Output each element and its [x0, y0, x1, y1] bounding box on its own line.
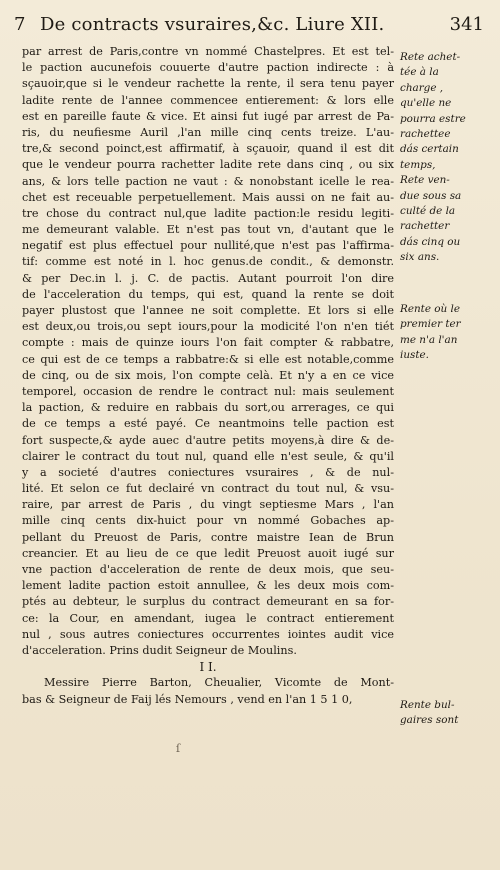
text-line: temporel, occasion de rendre le contract nul: mais seulement: [22, 384, 394, 398]
text-line: I I.: [199, 660, 217, 675]
text-line: tre chose du contract nul,que ladite paction:le residu legiti-: [22, 206, 394, 220]
text-line: ptés au debteur, le surplus du contract demeurant en sa for-: [22, 595, 394, 609]
text-line: y a societé d'autres coniectures vsuraires , & de nul-: [22, 465, 394, 479]
text-line: Messire Pierre Barton, Cheualier, Vicomte de Mont-: [44, 676, 394, 690]
text-line: compte : mais de quinze iours l'on fait compter & rabbatre,: [22, 336, 394, 350]
text-line: clairer le contract du tout nul, quand elle n'est seule, & qu'il: [22, 449, 394, 463]
text-line: raire, par arrest de Paris , du vingt septiesme Mars , l'an: [22, 498, 394, 512]
text-line: d'acceleration. Prins dudit Seigneur de Moulins.: [22, 643, 297, 657]
text-line: & per Dec.in l. j. C. de pactis. Autant pourroit l'on dire: [22, 271, 394, 285]
margin-note-2: [400, 302, 492, 364]
margin-note-1: [400, 50, 492, 266]
text-line: ce: la Cour, en amendant, iugea le contract entierement: [22, 611, 394, 625]
margin-note-line: temps,: [400, 158, 436, 171]
margin-note-line: charge ,: [400, 81, 444, 94]
text-line: pellant du Preuost de Paris, contre maistre Iean de Brun: [22, 530, 394, 544]
text-line: par arrest de Paris,contre vn nommé Chastelpres. Et est tel-: [22, 45, 394, 58]
text-line: ans, & lors telle paction ne vaut : & nonobstant icelle le rea-: [22, 174, 394, 188]
margin-note-line: Rente où le: [400, 303, 461, 315]
text-line: tif: comme est noté in l. hoc genus.de condit., & demonstr.: [22, 255, 394, 269]
margin-note-line: Rete ven-: [400, 174, 450, 187]
page-number-left: 7: [14, 14, 26, 35]
margin-note-line: me n'a l'an: [400, 333, 458, 346]
text-line: est en pareille faute & vice. Et ainsi fut iugé par arrest de Pa-: [22, 109, 394, 123]
margin-note-line: six ans.: [400, 251, 440, 264]
text-line: ris, du neufiesme Auril ,l'an mille cinq cents treize. L'au-: [22, 125, 394, 139]
text-line: sçauoir,que si le vendeur rachette la rente, il sera tenu payer: [22, 77, 394, 91]
text-line: est deux,ou trois,ou sept iours,pour la modicité l'on n'en tiét: [22, 320, 394, 334]
signature-mark: ſ: [176, 742, 181, 755]
margin-note-line: gaires sont: [400, 714, 459, 727]
text-line: negatif est plus effectuel pour nullité,que n'est pas l'affirma-: [22, 239, 394, 253]
text-line: vne paction d'acceleration de rente de deux mois, que seu-: [22, 563, 394, 576]
margin-note-line: dás certain: [400, 143, 459, 156]
text-line: fort suspecte,& ayde auec d'autre petits moyens,à dire & de-: [22, 433, 394, 447]
text-line: bas & Seigneur de Faij lés Nemours , vend en l'an 1 5 1 0,: [22, 692, 353, 706]
margin-note-line: due sous sa: [400, 189, 462, 202]
text-line: de l'acceleration du temps, qui est, quand la rente se doit: [22, 287, 394, 301]
margin-note-line: qu'elle ne: [400, 97, 452, 110]
text-line: de ce temps a esté payé. Ce neantmoins telle paction est: [22, 417, 394, 431]
text-line: de cinq, ou de six mois, l'on compte celà. Et n'y a en ce vice: [22, 368, 394, 382]
margin-note-3: [400, 698, 492, 729]
text-line: ladite rente de l'annee commencee entierement: & lors elle: [22, 93, 394, 107]
text-line: lement ladite paction estoit annullee, & les deux mois com-: [22, 579, 394, 593]
text-line: tre,& second poinct,est affirmatif, à sçauoir, quand il est dit: [22, 142, 394, 156]
text-line: nul , sous autres coniectures occurrentes iointes audit vice: [22, 627, 394, 641]
text-line: me demeurant valable. Et n'est pas tout vn, d'autant que le: [22, 223, 394, 237]
margin-note-line: Rente bul-: [400, 699, 455, 711]
text-line: la paction, & reduire en rabbais du sort,ou arrerages, ce qui: [22, 401, 394, 415]
text-line: payer plustost que l'annee ne soit complette. Et lors si elle: [22, 304, 394, 317]
text-line: lité. Et selon ce fut declairé vn contract du tout nul, & vsu-: [22, 482, 394, 496]
text-line: que le vendeur pourra rachetter ladite rete dans cinq , ou six: [22, 158, 394, 172]
margin-note-line: dás cinq ou: [400, 235, 461, 248]
margin-note-line: premier ter: [400, 318, 461, 331]
margin-note-line: culté de la: [400, 205, 456, 218]
text-line: chet est receuable perpetuellement. Mais aussi on ne fait au-: [22, 190, 394, 204]
text-line: mille cinq cents dix-huict pour vn nommé Gobaches ap-: [22, 514, 394, 528]
text-line: creancier. Et au lieu de ce que ledit Preuost auoit iugé sur: [22, 546, 394, 560]
text-line: le paction aucunefois couuerte d'autre paction indirecte : à: [22, 61, 394, 75]
margin-note-line: Rete achet-: [400, 51, 461, 63]
main-text-column: [22, 44, 394, 708]
margin-note-line: tée à la: [400, 66, 439, 79]
page-number-right: 341: [449, 14, 484, 35]
text-line: ce qui est de ce temps a rabbatre:& si elle est notable,comme: [22, 352, 394, 366]
margin-note-line: iuste.: [400, 349, 429, 362]
running-title: De contracts vsuraires,&c. Liure XII.: [40, 14, 385, 35]
running-header: [14, 12, 484, 38]
margin-note-line: rachettee: [400, 128, 451, 141]
margin-note-line: rachetter: [400, 220, 450, 233]
margin-note-line: pourra estre: [400, 112, 466, 125]
